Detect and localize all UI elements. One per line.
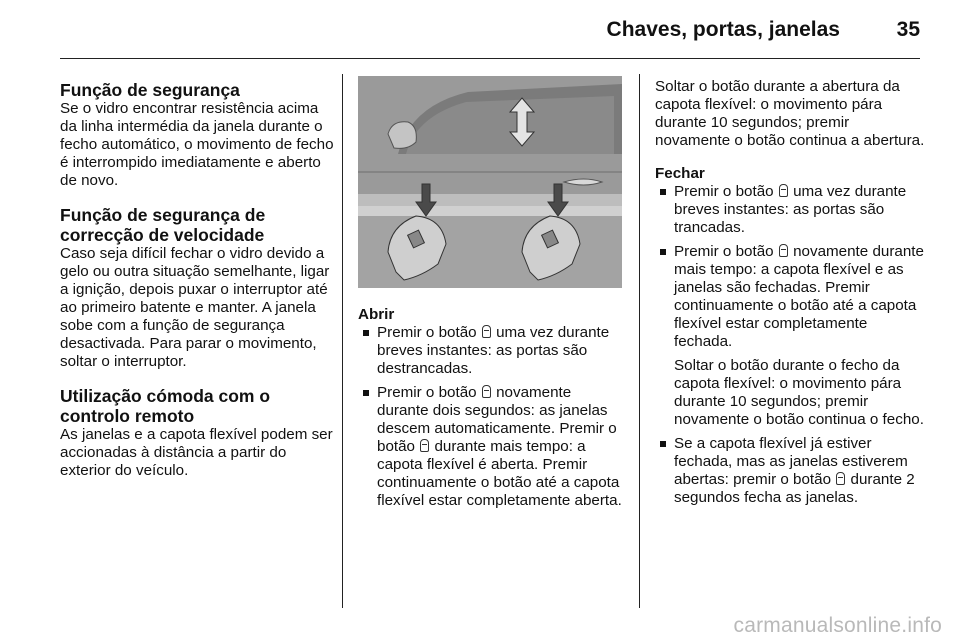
item-text: durante mais tempo: a capota flexível é aberta. Premir continuamente o botão até a capota flexível estar completamente aberta. [377,438,622,509]
list-item [358,384,626,510]
section-body: As janelas e a capota flexível podem ser accionadas à distância a partir do exterior do veículo. [60,426,333,479]
item-text: uma vez durante breves instantes: as portas são trancadas. [674,183,907,236]
subheading-open: Abrir [358,306,395,323]
section-heading: Utilização cómoda com o controlo remoto [60,386,271,426]
middle-column [358,306,626,516]
item-text: uma vez durante breves instantes: as portas são destrancadas. [377,324,610,377]
section-safety-function [60,80,336,190]
item-continuation: Soltar o botão durante o fecho da capota flexível: o movimento pára durante 10 segundos; premir novamente o botão continua o fecho. [674,357,924,428]
list-item [655,435,925,507]
item-text: Premir o botão [674,243,774,260]
list-item [358,324,626,378]
item-text: Premir o botão [377,324,477,341]
item-text: novamente durante dois segundos: as janelas descem automaticamente. Premir o botão [377,384,617,455]
column-divider-2 [639,74,640,608]
header-rule [60,58,920,59]
window-remote-illustration [358,76,622,288]
key-lock-icon [779,244,788,257]
key-unlock-icon [420,439,429,452]
key-unlock-icon [482,385,491,398]
section-remote-control [60,386,336,480]
column-divider-1 [342,74,343,608]
item-text: Se a capota flexível já estiver fechada, mas as janelas estiverem abertas: premir o botão [674,435,908,488]
watermark: carmanualsonline.info [733,614,942,637]
section-heading: Função de segurança de correcção de velocidade [60,205,266,245]
open-list [358,324,626,510]
section-heading: Função de segurança [60,80,240,100]
left-column [60,80,336,495]
list-item [655,183,925,237]
section-body: Se o vidro encontrar resistência acima da linha intermédia da janela durante o fecho automático, o movimento de fecho é interrompido imediatamente e aberto de novo. [60,100,334,189]
mirror-shape [388,122,416,149]
item-text: Premir o botão [674,183,774,200]
intro-paragraph: Soltar o botão durante a abertura da capota flexível: o movimento pára durante 10 segundos; premir novamente o botão continua a abertura. [655,78,925,149]
item-text: novamente durante mais tempo: a capota flexível e as janelas são fechadas. Premir continuamente o botão até a capota flexível estar completamente fechada. [674,243,924,350]
right-column [655,78,925,513]
key-unlock-icon [482,325,491,338]
key-lock-icon [779,184,788,197]
section-body: Caso seja difícil fechar o vidro devido a gelo ou outra situação semelhante, ligar a ignição, depois puxar o interruptor até ao primeiro batente e manter. A janela sobe com a função de segurança desactivada. Para parar o movimento, soltar o interruptor. [60,245,330,370]
close-list-2 [655,435,925,507]
subheading-close: Fechar [655,165,705,182]
close-list [655,183,925,351]
header-title: Chaves, portas, janelas [606,18,840,41]
page-number: 35 [896,18,920,41]
item-text: Premir o botão [377,384,477,401]
section-safety-override [60,205,336,371]
item-text: durante 2 segundos fecha as janelas. [674,471,915,506]
list-item [655,243,925,351]
key-lock-icon [836,472,845,485]
